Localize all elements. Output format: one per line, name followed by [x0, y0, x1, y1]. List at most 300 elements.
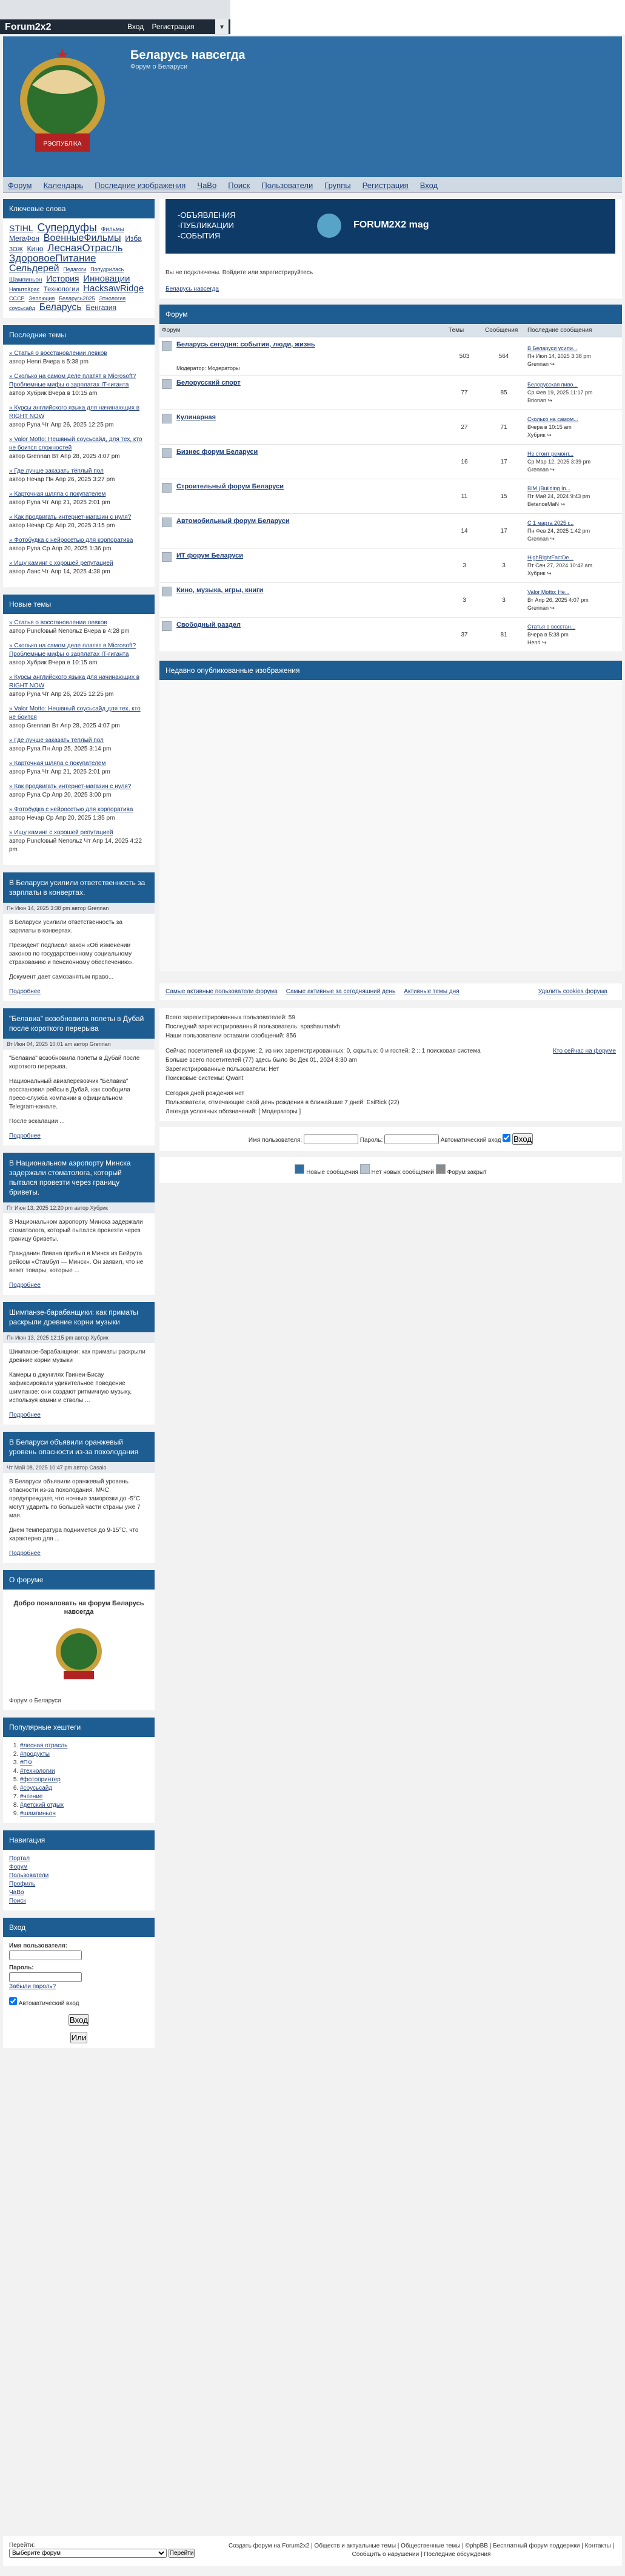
last-post-author[interactable]: Brionan ↪	[527, 397, 553, 403]
ql-login-button[interactable]: Вход	[513, 1135, 532, 1144]
stat-total: Всего зарегистрированных пользователей: 59	[165, 1014, 295, 1021]
forum2x2-banner[interactable]	[165, 199, 615, 254]
last-post	[525, 445, 622, 479]
forum-link[interactable]: Бизнес форум Беларуси	[176, 448, 258, 456]
footer-stat-link[interactable]: Самые активные пользователи форума	[165, 988, 278, 995]
last-post-author[interactable]: Хубрик ↪	[527, 431, 552, 438]
posts-count: 3	[483, 548, 525, 583]
topic-link[interactable]: » Курсы английского языка для начинающих в RIGHT NOW	[9, 405, 140, 420]
news-block	[3, 1153, 155, 1295]
last-post	[525, 583, 622, 618]
forum-bar	[0, 19, 230, 34]
tag-link[interactable]: Супердуфы	[37, 221, 97, 234]
news-body	[3, 914, 155, 1001]
main-content	[159, 199, 622, 1183]
ql-auto-checkbox[interactable]	[503, 1134, 510, 1142]
topic-link[interactable]: » Статья о восстановлении левков	[9, 619, 107, 626]
who-line-2: Зарегистрированные пользователи: Нет	[165, 1066, 279, 1073]
last-post-author[interactable]: Grennan ↪	[527, 466, 555, 473]
list-item	[9, 467, 149, 484]
nav-link[interactable]: ЧаВо	[9, 1889, 24, 1896]
site-title[interactable]: Беларусь навсегда	[130, 49, 246, 62]
legend-new: Новые сообщения	[306, 1169, 358, 1176]
about-heading: Добро пожаловать на форум Беларусь навсегда	[13, 1600, 144, 1616]
news-title[interactable]: В Национальном аэропорту Минска задержали стоматолога, который пытался провезти через границу бриветы.	[3, 1153, 155, 1202]
last-post-date: Пн Июл 14, 2025 3:38 pm	[527, 352, 591, 359]
list-item	[9, 673, 149, 699]
topic-link[interactable]: » Сколько на самом деле платят в Microsoft? Проблемные мифы о зарплатах IT-гиганта	[9, 642, 136, 658]
topic-link[interactable]: » Курсы английского языка для начинающих в RIGHT NOW	[9, 674, 140, 689]
hashtag-link[interactable]: #соусьсайд	[20, 1785, 53, 1792]
last-post-author[interactable]: BetanceMaN ↪	[527, 501, 566, 507]
topbar-inner	[0, 0, 230, 35]
jump-select[interactable]	[9, 2549, 167, 2558]
nav-faq[interactable]: ЧаВо	[197, 181, 217, 190]
topics-count: 77	[446, 376, 483, 410]
login-pass-input[interactable]	[9, 1972, 82, 1982]
topic-link[interactable]: » Valor Motto: Нешвный соусьсайд, для тех, кто не боится сложностей	[9, 436, 142, 451]
topics-count: 503	[446, 337, 483, 376]
last-post-date: Вчера в 5:38 pm	[527, 631, 569, 638]
legend-locked: Форум закрыт	[447, 1169, 487, 1176]
who-line-3: Поисковые системы: Qwant	[165, 1075, 244, 1082]
forum-icon	[162, 483, 172, 493]
forum-link[interactable]: Кулинарная	[176, 414, 216, 421]
posts-count: 81	[483, 618, 525, 652]
forum-icon	[162, 379, 172, 389]
news-paragraph: Президент подписал закон «Об изменении законов по государственному социальному страхованию и пенсионному обеспечению».	[9, 942, 134, 966]
posts-count: 15	[483, 479, 525, 514]
tag-link[interactable]: Педагоги	[63, 266, 87, 272]
col-forum: Форум	[159, 324, 446, 337]
news-paragraph: Национальный авиаперевозчик "Белавиа" восстановил рейсы в Дубай, как сообщила пресс-служба компании в официальном Telegram-канале.	[9, 1078, 130, 1110]
topic-meta: автор Руna Чт Апр 26, 2025 12:25 pm	[9, 691, 114, 698]
login-user-input[interactable]	[9, 1951, 82, 1960]
recent-topics-title: Последние темы	[3, 325, 155, 345]
topic-meta: автор Руna Ср Апр 20, 2025 1:36 pm	[9, 545, 112, 552]
legend	[159, 1157, 622, 1183]
topic-link[interactable]: » Фотобудка с нейросетью для корпоратива	[9, 806, 133, 813]
news-paragraph: Днем температура поднимется до 9-15°C, что характерно для ...	[9, 1527, 139, 1542]
last-post-link[interactable]: В Беларуси усили...	[527, 345, 578, 351]
nav-search[interactable]: Поиск	[228, 181, 250, 190]
table-row	[159, 479, 622, 514]
list-item	[9, 404, 149, 430]
news-meta: Вт Июн 04, 2025 10:01 am автор Grennan	[3, 1039, 155, 1050]
links-bar	[159, 983, 622, 1000]
who-line-1: Больше всего посетителей (77) здесь было Вс Дек 01, 2024 8:30 am	[165, 1057, 357, 1064]
posts-count: 17	[483, 445, 525, 479]
tag-link[interactable]: ЛеснаяОтрасль	[47, 242, 123, 254]
tag-link[interactable]: соусьсайд	[9, 305, 35, 311]
last-post-date: Ср Мар 12, 2025 3:39 pm	[527, 458, 591, 465]
hashtag-link[interactable]: #шампиньон	[20, 1810, 56, 1817]
site-subtitle: Форум о Беларуси	[130, 63, 188, 70]
stats-box	[159, 1008, 622, 1121]
banner-text	[178, 210, 236, 241]
birthdays	[165, 1089, 616, 1116]
news-block	[3, 872, 155, 1001]
last-post	[525, 410, 622, 445]
news-more-link[interactable]: Подробнее	[9, 1550, 41, 1557]
topic-link[interactable]: » Где лучше заказать тёплый пол	[9, 737, 104, 744]
topic-link[interactable]: » Где лучше заказать тёплый пол	[9, 468, 104, 474]
table-row	[159, 410, 622, 445]
tag-link[interactable]: Беларусь2025	[59, 295, 95, 302]
tag-link[interactable]: Бенгазия	[85, 303, 116, 312]
jump-box	[9, 2542, 195, 2558]
list-item	[9, 513, 149, 530]
forum-cell	[159, 514, 446, 548]
lock-icon	[436, 1164, 446, 1174]
forum-icon	[162, 414, 172, 423]
hashtag-link[interactable]: #детский отдых	[20, 1802, 64, 1809]
news-more-link[interactable]: Подробнее	[9, 988, 41, 995]
table-row	[159, 583, 622, 618]
ql-pass-label: Пароль:	[359, 1137, 383, 1144]
forum-icon	[162, 552, 172, 562]
header	[3, 36, 622, 177]
forum-icon	[162, 587, 172, 596]
login-button[interactable]: Вход	[69, 2015, 89, 2025]
tag-link[interactable]: Инновации	[83, 274, 130, 284]
breadcrumb	[159, 280, 622, 298]
nav-latest-images[interactable]: Последние изображения	[95, 181, 186, 190]
news-paragraph: Камеры в джунглях Гвинеи-Бисау зафиксировали удивительное поведение шимпанзе: они создают ритмичную музыку, используя камни и стволы ...	[9, 1372, 132, 1404]
last-post-link[interactable]: HighRightFactDe...	[527, 554, 574, 561]
list-item	[9, 349, 149, 366]
tag-link[interactable]: STIHL	[9, 223, 33, 233]
list-item	[20, 1742, 149, 1750]
forum-link[interactable]: Белорусский спорт	[176, 379, 241, 386]
last-post-author[interactable]: Grennan ↪	[527, 360, 555, 367]
tag-link[interactable]: История	[46, 274, 79, 283]
last-post-author[interactable]: Grennan ↪	[527, 535, 555, 542]
forum-link[interactable]: Кино, музыка, игры, книги	[176, 587, 264, 594]
topic-meta: автор Grennan Вт Апр 28, 2025 4:07 pm	[9, 453, 120, 460]
news-title[interactable]: В Беларуси усилили ответственность за зарплаты в конвертах.	[3, 872, 155, 903]
topic-link[interactable]: » Сколько на самом деле платят в Microsoft? Проблемные мифы о зарплатах IT-гиганта	[9, 373, 136, 388]
breadcrumb-home[interactable]: Беларусь навсегда	[165, 286, 219, 292]
forum-link[interactable]: Строительный форум Беларуси	[176, 483, 284, 490]
list-item	[9, 829, 149, 854]
navigation-title: Навигация	[3, 1830, 155, 1850]
footer-links[interactable]: Создать форум на Forum2x2 | Обществ и актуальные темы | Общественные темы | ©phpBB | Бесплатный форум поддержки | Контакты | Сообщить о нарушении | Последние обсуждения	[228, 2543, 615, 2558]
nav-register[interactable]: Регистрация	[362, 181, 409, 190]
sidebar	[3, 199, 155, 2055]
topics-count: 14	[446, 514, 483, 548]
tag-link[interactable]: Шампиньон	[9, 277, 42, 283]
news-body	[3, 1213, 155, 1295]
tag-link[interactable]: МегаФон	[9, 234, 40, 243]
last-post-author[interactable]: Grennan ↪	[527, 604, 555, 611]
images-panel	[159, 661, 622, 971]
hashtag-link[interactable]: #чтение	[20, 1793, 43, 1800]
stat-posts: Наши пользователи оставили сообщений: 856	[165, 1033, 296, 1039]
topic-link[interactable]: » Как продвигать интернет-магазин с нуля?	[9, 514, 132, 521]
news-paragraph: После эскалации ...	[9, 1118, 65, 1125]
forum-cell	[159, 410, 446, 445]
col-topics: Темы	[446, 324, 483, 337]
list-item	[9, 373, 149, 398]
news-block	[3, 1432, 155, 1563]
last-post	[525, 337, 622, 376]
new-topics-box	[3, 595, 155, 865]
tag-link[interactable]: Попудрилась	[90, 266, 124, 272]
recent-topics-box	[3, 325, 155, 587]
last-post-date: Вт Апр 26, 2025 4:07 pm	[527, 596, 589, 603]
news-title[interactable]: В Беларуси объявили оранжевый уровень опасности из-за похолодания	[3, 1432, 155, 1462]
tag-link[interactable]: ВоенныеФильмы	[43, 233, 121, 243]
nav-calendar[interactable]: Календарь	[43, 181, 84, 190]
topic-link[interactable]: » Ищу каминг с хорошей репутацией	[9, 560, 113, 567]
not-logged-text: Вы не подключены. Войдите или зарегистрируйтесь	[165, 269, 313, 276]
forum-moderators: Модератор: Модераторы	[176, 365, 240, 371]
last-post-link[interactable]: С 1 марта 2025 г...	[527, 519, 574, 526]
tag-link[interactable]: Изба	[125, 234, 142, 243]
last-post-link[interactable]: BIM (Building In...	[527, 485, 571, 491]
hashtag-link[interactable]: #лесная отрасль	[20, 1742, 68, 1749]
about-body	[3, 1590, 155, 1710]
topic-meta: автор Руna Пн Апр 25, 2025 3:14 pm	[9, 746, 112, 752]
forum-header: Форум	[159, 305, 622, 324]
banner-panel	[159, 199, 622, 266]
list-item	[9, 436, 149, 461]
chevron-down-icon[interactable]: ▾	[215, 19, 229, 34]
tag-link[interactable]: Беларусь	[39, 302, 82, 312]
tag-link[interactable]: ЗОЖ	[9, 246, 23, 253]
who-section	[165, 1047, 616, 1083]
last-post-link[interactable]: Сколько на самом...	[527, 416, 578, 422]
topic-link[interactable]: » Статья о восстановлении левков	[9, 350, 107, 357]
forum-table	[159, 324, 622, 652]
banner-brand: FORUM2X2 mag	[353, 220, 429, 230]
forum-cell	[159, 337, 446, 376]
last-post-link[interactable]: Статья о восстан...	[527, 623, 576, 630]
top-login-link[interactable]: Вход	[127, 22, 144, 31]
about-text: Форум о Беларуси	[9, 1698, 61, 1704]
site-logo[interactable]: Forum2x2	[5, 22, 52, 32]
news-more-link[interactable]: Подробнее	[9, 1412, 41, 1418]
news-more-link[interactable]: Подробнее	[9, 1282, 41, 1289]
news-body	[3, 1050, 155, 1145]
no-new-posts-icon	[360, 1164, 370, 1174]
topic-meta: автор Henri Вчера в 5:38 pm	[9, 359, 89, 365]
forum-icon	[162, 448, 172, 458]
posts-count: 71	[483, 410, 525, 445]
nav-groups[interactable]: Группы	[324, 181, 351, 190]
birth-line-2: Легенда условных обозначений: [ Модераторы ]	[165, 1108, 301, 1115]
table-row	[159, 514, 622, 548]
popular-hashtags-list	[3, 1737, 155, 1823]
last-post-date: Пт Май 24, 2024 9:43 pm	[527, 493, 590, 499]
forum-link[interactable]: Свободный раздел	[176, 621, 241, 629]
footer	[3, 2536, 622, 2566]
jump-button[interactable]: Перейти	[169, 2550, 194, 2557]
forum-list	[159, 305, 622, 652]
news-block	[3, 1302, 155, 1425]
nav-forum[interactable]: Форум	[8, 181, 32, 190]
topics-count: 37	[446, 618, 483, 652]
last-post-date: Ср Фев 19, 2025 11:17 pm	[527, 389, 593, 396]
tag-link[interactable]: HacksawRidge	[83, 283, 144, 294]
stat-last-user: Последний зарегистрированный пользователь: spashaumatvh	[165, 1023, 340, 1030]
forum-link[interactable]: Беларусь сегодня: события, люди, жизнь	[176, 341, 315, 348]
banner-logo-icon	[317, 214, 341, 238]
table-row	[159, 337, 622, 376]
forum-link[interactable]: ИТ форум Беларуси	[176, 552, 244, 559]
topics-count: 3	[446, 548, 483, 583]
login-form	[3, 1937, 155, 2048]
belarus-emblem-icon	[14, 42, 111, 170]
table-row	[159, 445, 622, 479]
about-box	[3, 1570, 155, 1710]
news-paragraph: Шимпанзе-барабанщики: как приматы раскрыли древние корни музыки	[9, 1349, 145, 1364]
tag-link[interactable]: Эволюция	[28, 295, 55, 302]
topic-link[interactable]: » Как продвигать интернет-магазин с нуля?	[9, 783, 132, 790]
tag-link[interactable]: Кино	[27, 244, 44, 253]
footer-stat-link[interactable]: Удалить cookies форума	[538, 988, 607, 995]
ql-user-input[interactable]	[304, 1135, 358, 1144]
forum-icon	[162, 341, 172, 351]
or-button[interactable]: Или	[71, 2033, 87, 2042]
last-post-date: Пн Фев 24, 2025 1:42 pm	[527, 527, 590, 534]
ql-pass-input[interactable]	[384, 1135, 439, 1144]
top-register-link[interactable]: Регистрация	[152, 22, 195, 31]
main-nav	[3, 177, 622, 193]
last-post-link[interactable]: Не стоит ремонт...	[527, 450, 573, 457]
topic-meta: автор Хубрик Вчера в 10:15 am	[9, 659, 98, 666]
news-meta: Чт Май 08, 2025 10:47 pm автор Casaio	[3, 1462, 155, 1473]
hashtag-link[interactable]: #продукты	[20, 1751, 50, 1758]
forgot-password-link[interactable]: Забыли пароль?	[9, 1983, 56, 1990]
topic-meta: автор Руna Чт Апр 26, 2025 12:25 pm	[9, 422, 114, 428]
tag-link[interactable]: Сельдерей	[9, 263, 59, 274]
last-post-author[interactable]: Хубрик ↪	[527, 570, 552, 576]
legend-no-new: Нет новых сообщений	[371, 1169, 435, 1176]
forum-cell	[159, 376, 446, 410]
news-title[interactable]: "Белавиа" возобновила полеты в Дубай после короткого перерыва	[3, 1008, 155, 1039]
news-title[interactable]: Шимпанзе-барабанщики: как приматы раскрыли древние корни музыки	[3, 1302, 155, 1332]
topics-count: 3	[446, 583, 483, 618]
news-paragraph: Документ дает самозанятым право...	[9, 974, 114, 980]
topic-link[interactable]: » Карточная шляпа с покупателем	[9, 760, 106, 767]
footer-stat-link[interactable]: Активные темы дня	[404, 988, 460, 995]
col-posts: Сообщения	[483, 324, 525, 337]
topic-link[interactable]: » Фотобудка с нейросетью для корпоратива	[9, 537, 133, 544]
news-meta: Пн Июн 13, 2025 12:15 pm автор Хубрик	[3, 1332, 155, 1343]
nav-users[interactable]: Пользователи	[261, 181, 313, 190]
nav-link[interactable]: Поиск	[9, 1898, 26, 1904]
nav-login[interactable]: Вход	[419, 181, 438, 190]
topic-meta: автор Нечар Ср Апр 20, 2025 1:35 pm	[9, 815, 115, 821]
list-item	[20, 1759, 149, 1767]
last-post-author[interactable]: Henri ↪	[527, 639, 547, 646]
tag-link[interactable]: СССР	[9, 295, 25, 302]
topic-meta: автор Ланс Чт Апр 14, 2025 4:38 pm	[9, 568, 110, 575]
list-item	[9, 536, 149, 553]
nav-link[interactable]: Пользователи	[9, 1872, 49, 1879]
forum-cell	[159, 479, 446, 514]
new-posts-icon	[295, 1164, 304, 1174]
list-item	[9, 619, 149, 636]
footer-stat-link[interactable]: Самые активные за сегодняшний день	[286, 988, 396, 995]
topic-meta: автор Нечар Пн Апр 26, 2025 3:27 pm	[9, 476, 115, 483]
popular-hashtags-title: Популярные хештеги	[3, 1718, 155, 1737]
new-topics-list	[3, 614, 155, 865]
nav-link[interactable]: Форум	[9, 1864, 28, 1870]
ql-auto-label: Автоматический вход	[440, 1137, 501, 1144]
tag-link[interactable]: Технологии	[43, 286, 79, 293]
list-item	[9, 490, 149, 507]
news-paragraph: В Беларуси усилили ответственность за зарплаты в конвертах.	[9, 919, 122, 934]
last-post	[525, 479, 622, 514]
navigation-list	[3, 1850, 155, 1910]
news-body	[3, 1473, 155, 1563]
navigation-box	[3, 1830, 155, 1910]
forum-cell	[159, 618, 446, 652]
recent-topics-list	[3, 345, 155, 587]
list-item	[9, 806, 149, 823]
last-post-date: Вчера в 10:15 am	[527, 423, 572, 430]
hashtag-link[interactable]: #ПФ	[20, 1759, 33, 1766]
topic-link[interactable]: » Valor Motto: Нешвный соусьсайд для тех, кто не боится	[9, 706, 141, 721]
banner-line: -СОБЫТИЯ	[178, 231, 221, 240]
list-item	[9, 760, 149, 777]
tag-link[interactable]: ЗдоровоеПитание	[9, 252, 96, 264]
last-post	[525, 376, 622, 410]
hashtag-link[interactable]: #технологии	[20, 1768, 55, 1775]
news-paragraph: Гражданин Ливана прибыл в Минск из Бейрута рейсом «Стамбул — Минск». Он заявил, что не везет товары, которые ...	[9, 1250, 144, 1274]
tag-cloud	[3, 218, 155, 318]
topics-count: 16	[446, 445, 483, 479]
banner-line: -ОБЪЯВЛЕНИЯ	[178, 211, 236, 220]
last-post-link[interactable]: Valor Motto: Не...	[527, 588, 570, 595]
tag-link[interactable]: Фильмы	[101, 226, 124, 233]
forum-cell	[159, 548, 446, 583]
nav-link[interactable]: Профиль	[9, 1881, 36, 1887]
topic-link[interactable]: » Карточная шляпа с покупателем	[9, 491, 106, 497]
auto-login-checkbox[interactable]	[9, 1997, 17, 2005]
news-paragraph: В Национальном аэропорту Минска задержали стоматолога, который пытался провезти через границу бриветы.	[9, 1219, 143, 1242]
who-link[interactable]: Кто сейчас на форуме	[553, 1048, 616, 1054]
last-post-link[interactable]: Белорусская пиво...	[527, 381, 578, 388]
topic-meta: автор Grennan Вт Апр 28, 2025 4:07 pm	[9, 723, 120, 729]
topic-meta: автор Нечар Ср Апр 20, 2025 3:15 pm	[9, 522, 115, 529]
topic-link[interactable]: » Ищу каминг с хорошей репутацией	[9, 829, 113, 836]
tag-link[interactable]: НапитоКрас	[9, 286, 40, 292]
news-more-link[interactable]: Подробнее	[9, 1133, 41, 1139]
hashtag-link[interactable]: #фотопринтер	[20, 1776, 61, 1783]
about-title: О форуме	[3, 1570, 155, 1590]
table-row	[159, 548, 622, 583]
last-post-date: Пт Сен 27, 2024 10:42 am	[527, 562, 593, 568]
auto-login-label: Автоматический вход	[18, 2000, 79, 2007]
nav-link[interactable]: Портал	[9, 1855, 30, 1862]
topic-meta: автор Руna Ср Апр 20, 2025 3:00 pm	[9, 792, 112, 798]
ql-user-label: Имя пользователя:	[248, 1137, 302, 1144]
list-item	[20, 1793, 149, 1801]
images-area	[159, 680, 622, 971]
tag-link[interactable]: Этнология	[99, 295, 126, 302]
quick-login	[159, 1127, 622, 1151]
forum-link[interactable]: Автомобильный форум Беларуси	[176, 518, 290, 525]
keywords-box	[3, 199, 155, 318]
list-item	[20, 1801, 149, 1810]
jump-label: Перейти:	[9, 2542, 35, 2549]
topic-meta: автор Рuncfовый Neпольz Вчера в 4:28 pm	[9, 628, 130, 635]
birth-line-1: Пользователи, отмечающие свой день рождения в ближайшие 7 дней: EsiRick (22)	[165, 1099, 399, 1106]
